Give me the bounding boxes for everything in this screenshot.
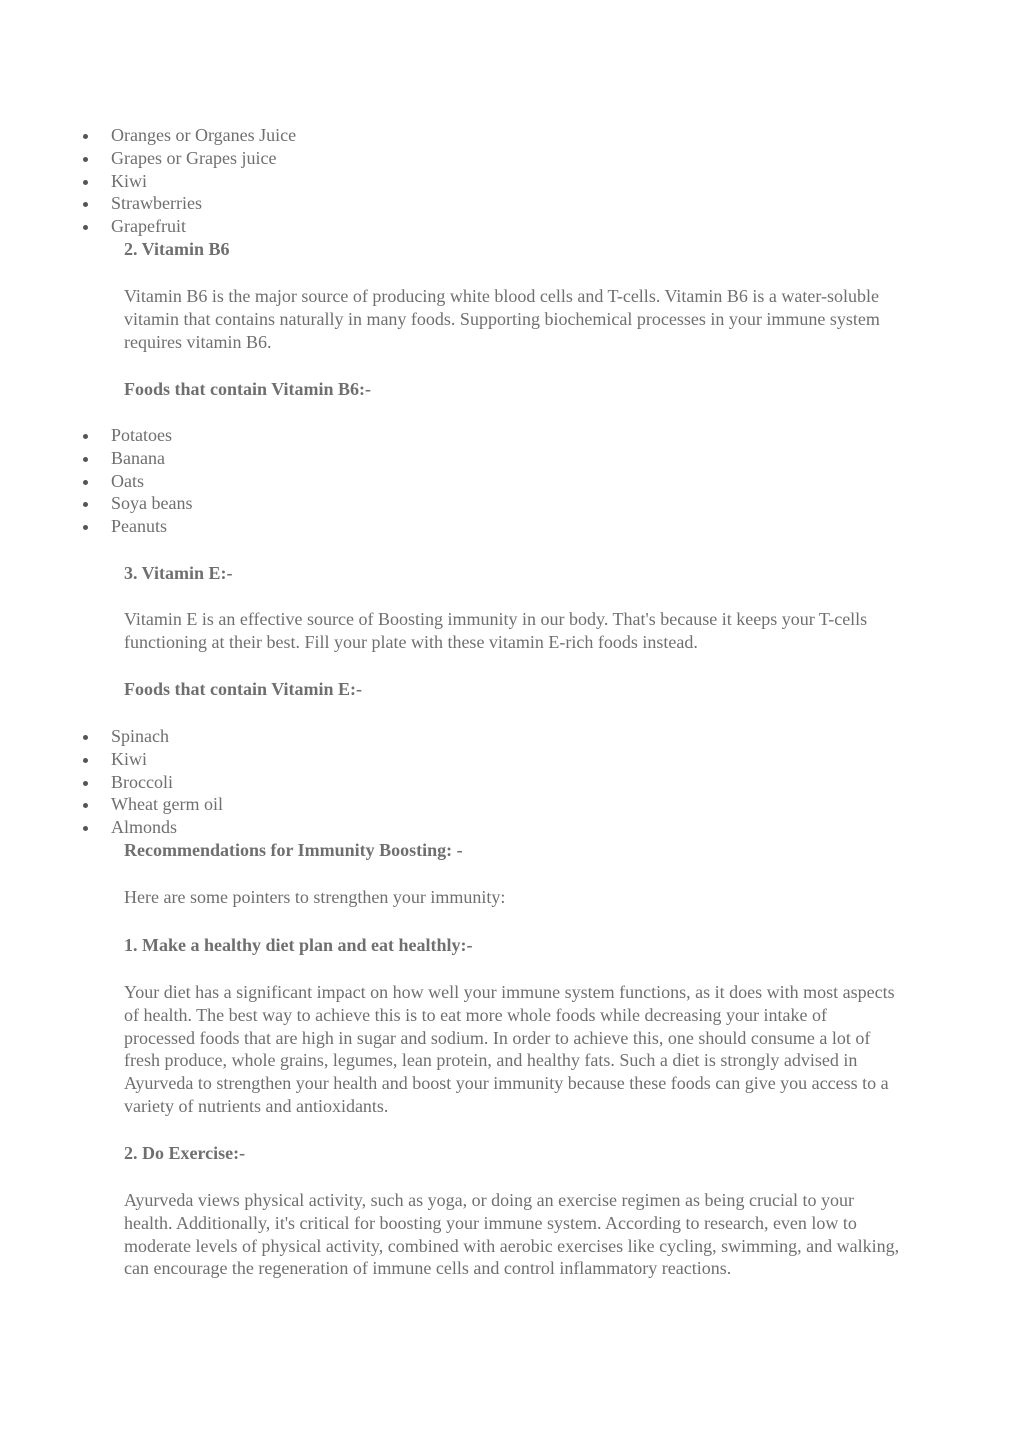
- vitamin-e-food-list: [0, 725, 223, 839]
- vitamin-b6-food-list: [0, 424, 192, 538]
- vitamin-b6-heading: 2. Vitamin B6: [124, 239, 230, 259]
- recommendations-heading: Recommendations for Immunity Boosting: -: [124, 840, 463, 860]
- vitamin-b6-paragraph: Vitamin B6 is the major source of producing white blood cells and T-cells. Vitamin B6 is a water-soluble vitamin that contains naturally in many foods. Supporting biochemical processes in your immune system requires vitamin B6.: [124, 286, 880, 352]
- list-item: Potatoes: [0, 424, 192, 447]
- list-item: Spinach: [0, 725, 223, 748]
- list-item: Wheat germ oil: [0, 793, 223, 816]
- diet-paragraph: Your diet has a significant impact on how well your immune system functions, as it does with most aspects of health. The best way to achieve this is to eat more whole foods while decreasing your intake of processed foods that are high in sugar and sodium. In order to achieve this, one should consume a lot of fresh produce, whole grains, legumes, lean protein, and healthy fats. Such a diet is strongly advised in Ayurveda to strengthen your health and boost your immunity because these foods can give you access to a variety of nutrients and antioxidants.: [124, 982, 895, 1116]
- recommendations-intro: Here are some pointers to strengthen your immunity:: [124, 887, 506, 907]
- list-item: Oranges or Organes Juice: [0, 124, 296, 147]
- vitamin-e-foods-heading: Foods that contain Vitamin E:-: [124, 679, 363, 699]
- list-item: Almonds: [0, 816, 223, 839]
- list-item: Grapefruit: [0, 215, 296, 238]
- exercise-paragraph: Ayurveda views physical activity, such as yoga, or doing an exercise regimen as being crucial to your health. Additionally, it's critical for boosting your immune system. According to research, even low to moderate levels of physical activity, combined with aerobic exercises like cycling, swimming, and walking, can encourage the regeneration of immune cells and control inflammatory reactions.: [124, 1190, 900, 1279]
- list-item: Strawberries: [0, 192, 296, 215]
- diet-heading: 1. Make a healthy diet plan and eat healthly:-: [124, 935, 473, 955]
- list-item: Kiwi: [0, 170, 296, 193]
- list-item: Banana: [0, 447, 192, 470]
- exercise-heading: 2. Do Exercise:-: [124, 1143, 246, 1163]
- vitamin-e-paragraph: Vitamin E is an effective source of Boosting immunity in our body. That's because it keeps your T-cells functioning at their best. Fill your plate with these vitamin E-rich foods instead.: [124, 609, 868, 652]
- list-item: Oats: [0, 470, 192, 493]
- list-item: Broccoli: [0, 771, 223, 794]
- list-item: Grapes or Grapes juice: [0, 147, 296, 170]
- list-item: Kiwi: [0, 748, 223, 771]
- fruit-list: [0, 124, 296, 238]
- vitamin-e-heading: 3. Vitamin E:-: [124, 563, 233, 583]
- list-item: Soya beans: [0, 492, 192, 515]
- vitamin-b6-foods-heading: Foods that contain Vitamin B6:-: [124, 379, 372, 399]
- list-item: Peanuts: [0, 515, 192, 538]
